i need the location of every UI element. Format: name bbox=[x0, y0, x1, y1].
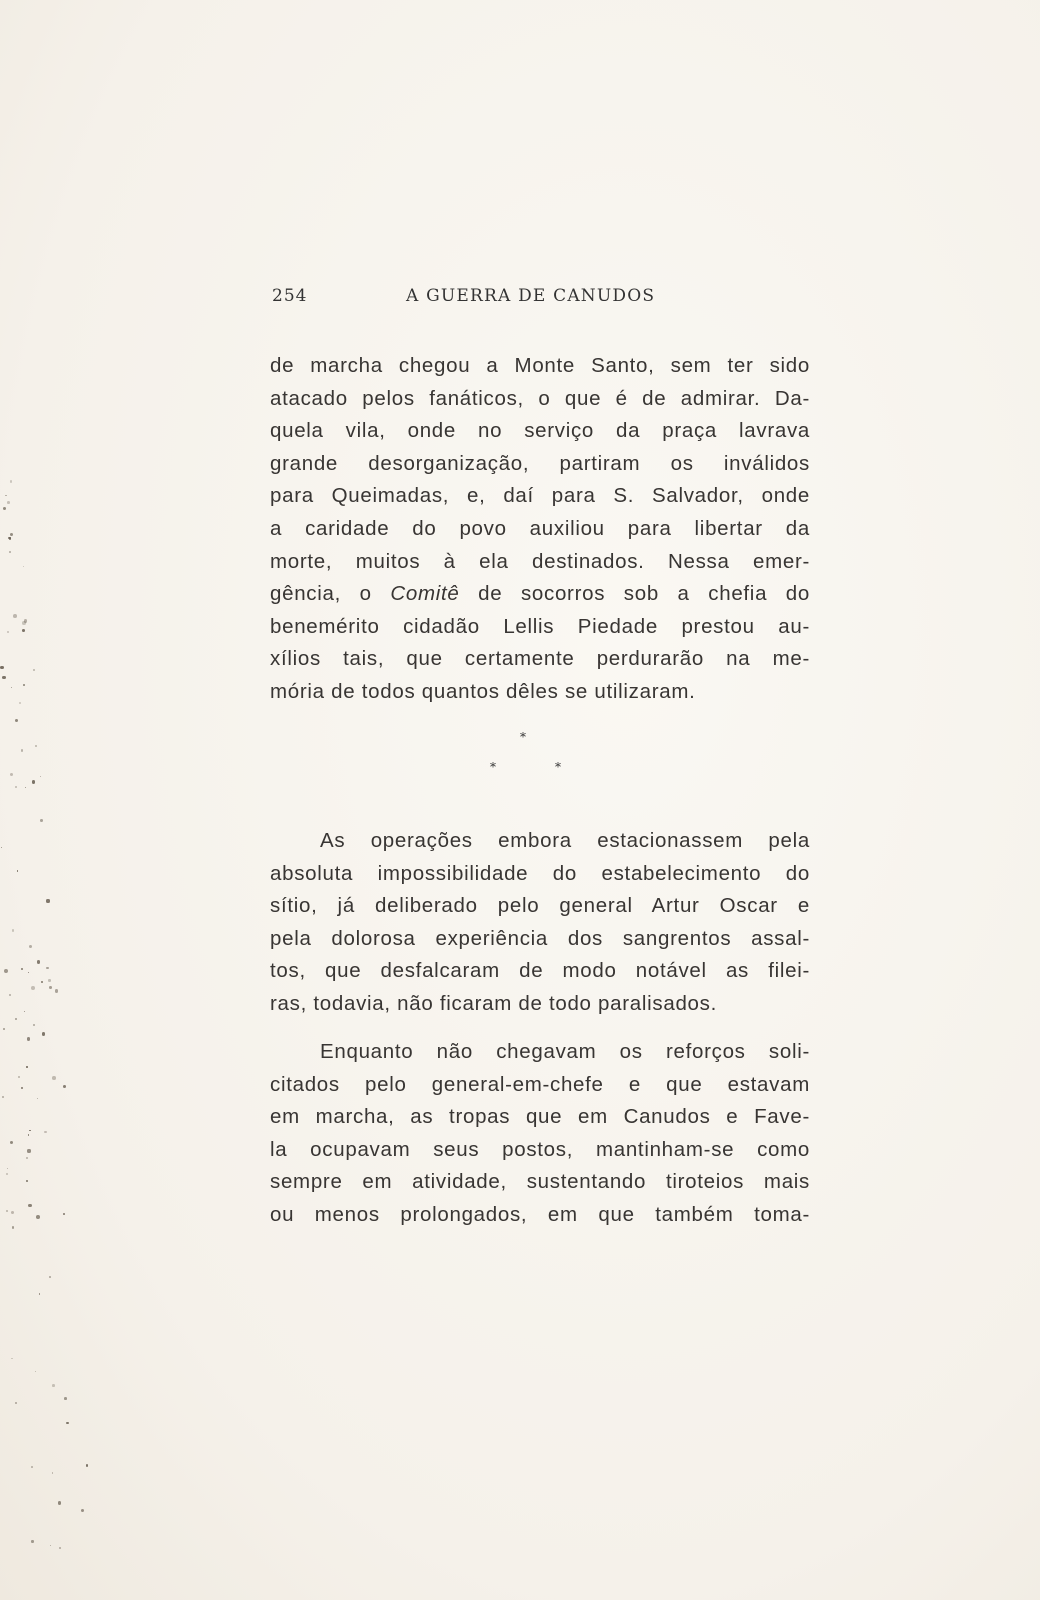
speck bbox=[33, 1024, 34, 1025]
speck bbox=[11, 1211, 14, 1214]
speck bbox=[25, 787, 26, 788]
speck bbox=[59, 1547, 61, 1549]
speck bbox=[17, 870, 18, 871]
speck bbox=[28, 972, 29, 973]
text-line: de marcha chegou a Monte Santo, sem ter sido bbox=[270, 354, 810, 377]
speck bbox=[10, 773, 13, 776]
speck bbox=[26, 1066, 27, 1067]
speck bbox=[37, 1098, 38, 1099]
speck bbox=[15, 786, 17, 788]
text-line: Enquanto não chegavam os reforços soli- bbox=[320, 1040, 810, 1063]
speck bbox=[12, 1226, 15, 1229]
running-head: A GUERRA DE CANUDOS bbox=[406, 286, 656, 306]
text-line: em marcha, as tropas que em Canudos e Fave- bbox=[270, 1105, 810, 1129]
speck bbox=[31, 986, 35, 990]
text-line: atacado pelos fanáticos, o que é de admirar. Da- bbox=[270, 386, 810, 410]
speck bbox=[18, 1076, 20, 1078]
speck bbox=[22, 621, 26, 625]
speck bbox=[28, 1204, 31, 1207]
speck bbox=[7, 501, 10, 504]
speck bbox=[40, 776, 41, 777]
page-header bbox=[272, 286, 812, 310]
text-segment: gência, o bbox=[270, 582, 391, 606]
text-line: grande desorganização, partiram os inválidos bbox=[270, 451, 810, 475]
speck bbox=[10, 480, 12, 482]
speck bbox=[49, 986, 52, 989]
page-number: 254 bbox=[272, 286, 308, 306]
speck bbox=[39, 1293, 41, 1295]
speck bbox=[52, 1384, 55, 1387]
speck bbox=[3, 1028, 5, 1030]
speck bbox=[5, 495, 6, 496]
text-line: As operações embora estacionassem pela bbox=[320, 829, 810, 852]
text-line: sempre em atividade, sustentando tiroteios mais bbox=[270, 1170, 810, 1194]
speck bbox=[86, 1464, 88, 1466]
speck bbox=[28, 1134, 30, 1136]
speck bbox=[36, 1215, 40, 1219]
speck bbox=[12, 929, 14, 931]
speck bbox=[15, 719, 18, 722]
speck bbox=[4, 969, 8, 973]
text-line: a caridade do povo auxiliou para libertar da bbox=[270, 516, 810, 540]
text-line: mória de todos quantos dêles se utilizaram. bbox=[270, 679, 696, 703]
speck bbox=[11, 1358, 12, 1359]
section-separator bbox=[470, 730, 610, 790]
speck bbox=[55, 989, 59, 993]
speck bbox=[11, 687, 12, 688]
speck bbox=[24, 1011, 25, 1012]
speck bbox=[52, 1472, 53, 1473]
text-segment: de socorros sob a chefia do bbox=[459, 582, 810, 606]
text-line: citados pelo general-em-chefe e que estavam bbox=[270, 1072, 810, 1096]
speck bbox=[15, 1018, 17, 1020]
speck bbox=[21, 1087, 22, 1088]
speck bbox=[32, 780, 36, 784]
speck bbox=[7, 631, 9, 633]
speck bbox=[50, 1545, 51, 1546]
speck bbox=[63, 1085, 66, 1088]
speck bbox=[26, 1157, 27, 1158]
speck bbox=[7, 1168, 8, 1169]
italic-term: Comitê bbox=[390, 582, 460, 606]
star-icon: * bbox=[490, 760, 496, 774]
speck bbox=[15, 1402, 17, 1404]
star-icon: * bbox=[555, 760, 561, 774]
text-line: ou menos prolongados, em que também toma- bbox=[270, 1202, 810, 1226]
speck bbox=[81, 1509, 84, 1512]
text-line: para Queimadas, e, daí para S. Salvador, onde bbox=[270, 484, 810, 508]
speck bbox=[13, 614, 17, 618]
text-line: tos, que desfalcaram de modo notável as filei- bbox=[270, 959, 810, 983]
speck bbox=[35, 745, 37, 747]
speck bbox=[8, 537, 10, 539]
text-line: sítio, já deliberado pelo general Artur Oscar e bbox=[270, 894, 810, 918]
speck bbox=[49, 1276, 51, 1278]
speck bbox=[41, 981, 43, 983]
text-line: ras, todavia, não ficaram de todo paralisados. bbox=[270, 991, 717, 1015]
text-line-with-italic bbox=[270, 578, 810, 611]
speck bbox=[10, 533, 13, 536]
speck bbox=[1, 847, 2, 848]
speck bbox=[0, 666, 4, 670]
speck bbox=[6, 1173, 8, 1175]
speck bbox=[48, 979, 50, 981]
speck bbox=[23, 684, 25, 686]
speck bbox=[3, 507, 6, 510]
text-line: xílios tais, que certamente perdurarão na me- bbox=[270, 647, 810, 671]
paragraph-1 bbox=[270, 350, 810, 709]
paragraph-3 bbox=[270, 1036, 810, 1232]
speck bbox=[46, 967, 48, 969]
text-line: absoluta impossibilidade do estabelecimento do bbox=[270, 861, 810, 885]
paper-foxing-specks bbox=[0, 480, 120, 1600]
speck bbox=[31, 1466, 33, 1468]
speck bbox=[46, 899, 49, 902]
speck bbox=[22, 629, 25, 632]
speck bbox=[2, 676, 6, 680]
speck bbox=[37, 960, 41, 964]
speck bbox=[2, 1096, 4, 1098]
speck bbox=[31, 1540, 33, 1542]
text-line: benemérito cidadão Lellis Piedade prestou au- bbox=[270, 614, 810, 638]
speck bbox=[63, 1213, 65, 1215]
speck bbox=[23, 566, 24, 567]
paragraph-2 bbox=[270, 825, 810, 1021]
speck bbox=[29, 945, 32, 948]
speck bbox=[33, 669, 35, 671]
speck bbox=[21, 968, 24, 971]
speck bbox=[9, 994, 11, 996]
speck bbox=[66, 1422, 69, 1425]
speck bbox=[21, 749, 24, 752]
speck bbox=[6, 1210, 8, 1212]
speck bbox=[26, 1180, 28, 1182]
speck bbox=[27, 1149, 30, 1152]
text-line: quela vila, onde no serviço da praça lavrava bbox=[270, 419, 810, 443]
star-icon: * bbox=[520, 730, 526, 744]
speck bbox=[10, 1141, 13, 1144]
speck bbox=[52, 1076, 56, 1080]
speck bbox=[9, 551, 11, 553]
speck bbox=[40, 819, 43, 822]
speck bbox=[64, 1397, 67, 1400]
speck bbox=[19, 702, 21, 704]
speck bbox=[35, 1371, 36, 1372]
text-line: pela dolorosa experiência dos sangrentos assal- bbox=[270, 926, 810, 950]
text-line: la ocupavam seus postos, mantinham-se como bbox=[270, 1137, 810, 1161]
speck bbox=[42, 1032, 45, 1035]
speck bbox=[29, 1130, 30, 1131]
speck bbox=[58, 1501, 61, 1504]
speck bbox=[27, 1037, 31, 1041]
text-line: morte, muitos à ela destinados. Nessa emer- bbox=[270, 549, 810, 573]
speck bbox=[44, 1131, 46, 1133]
